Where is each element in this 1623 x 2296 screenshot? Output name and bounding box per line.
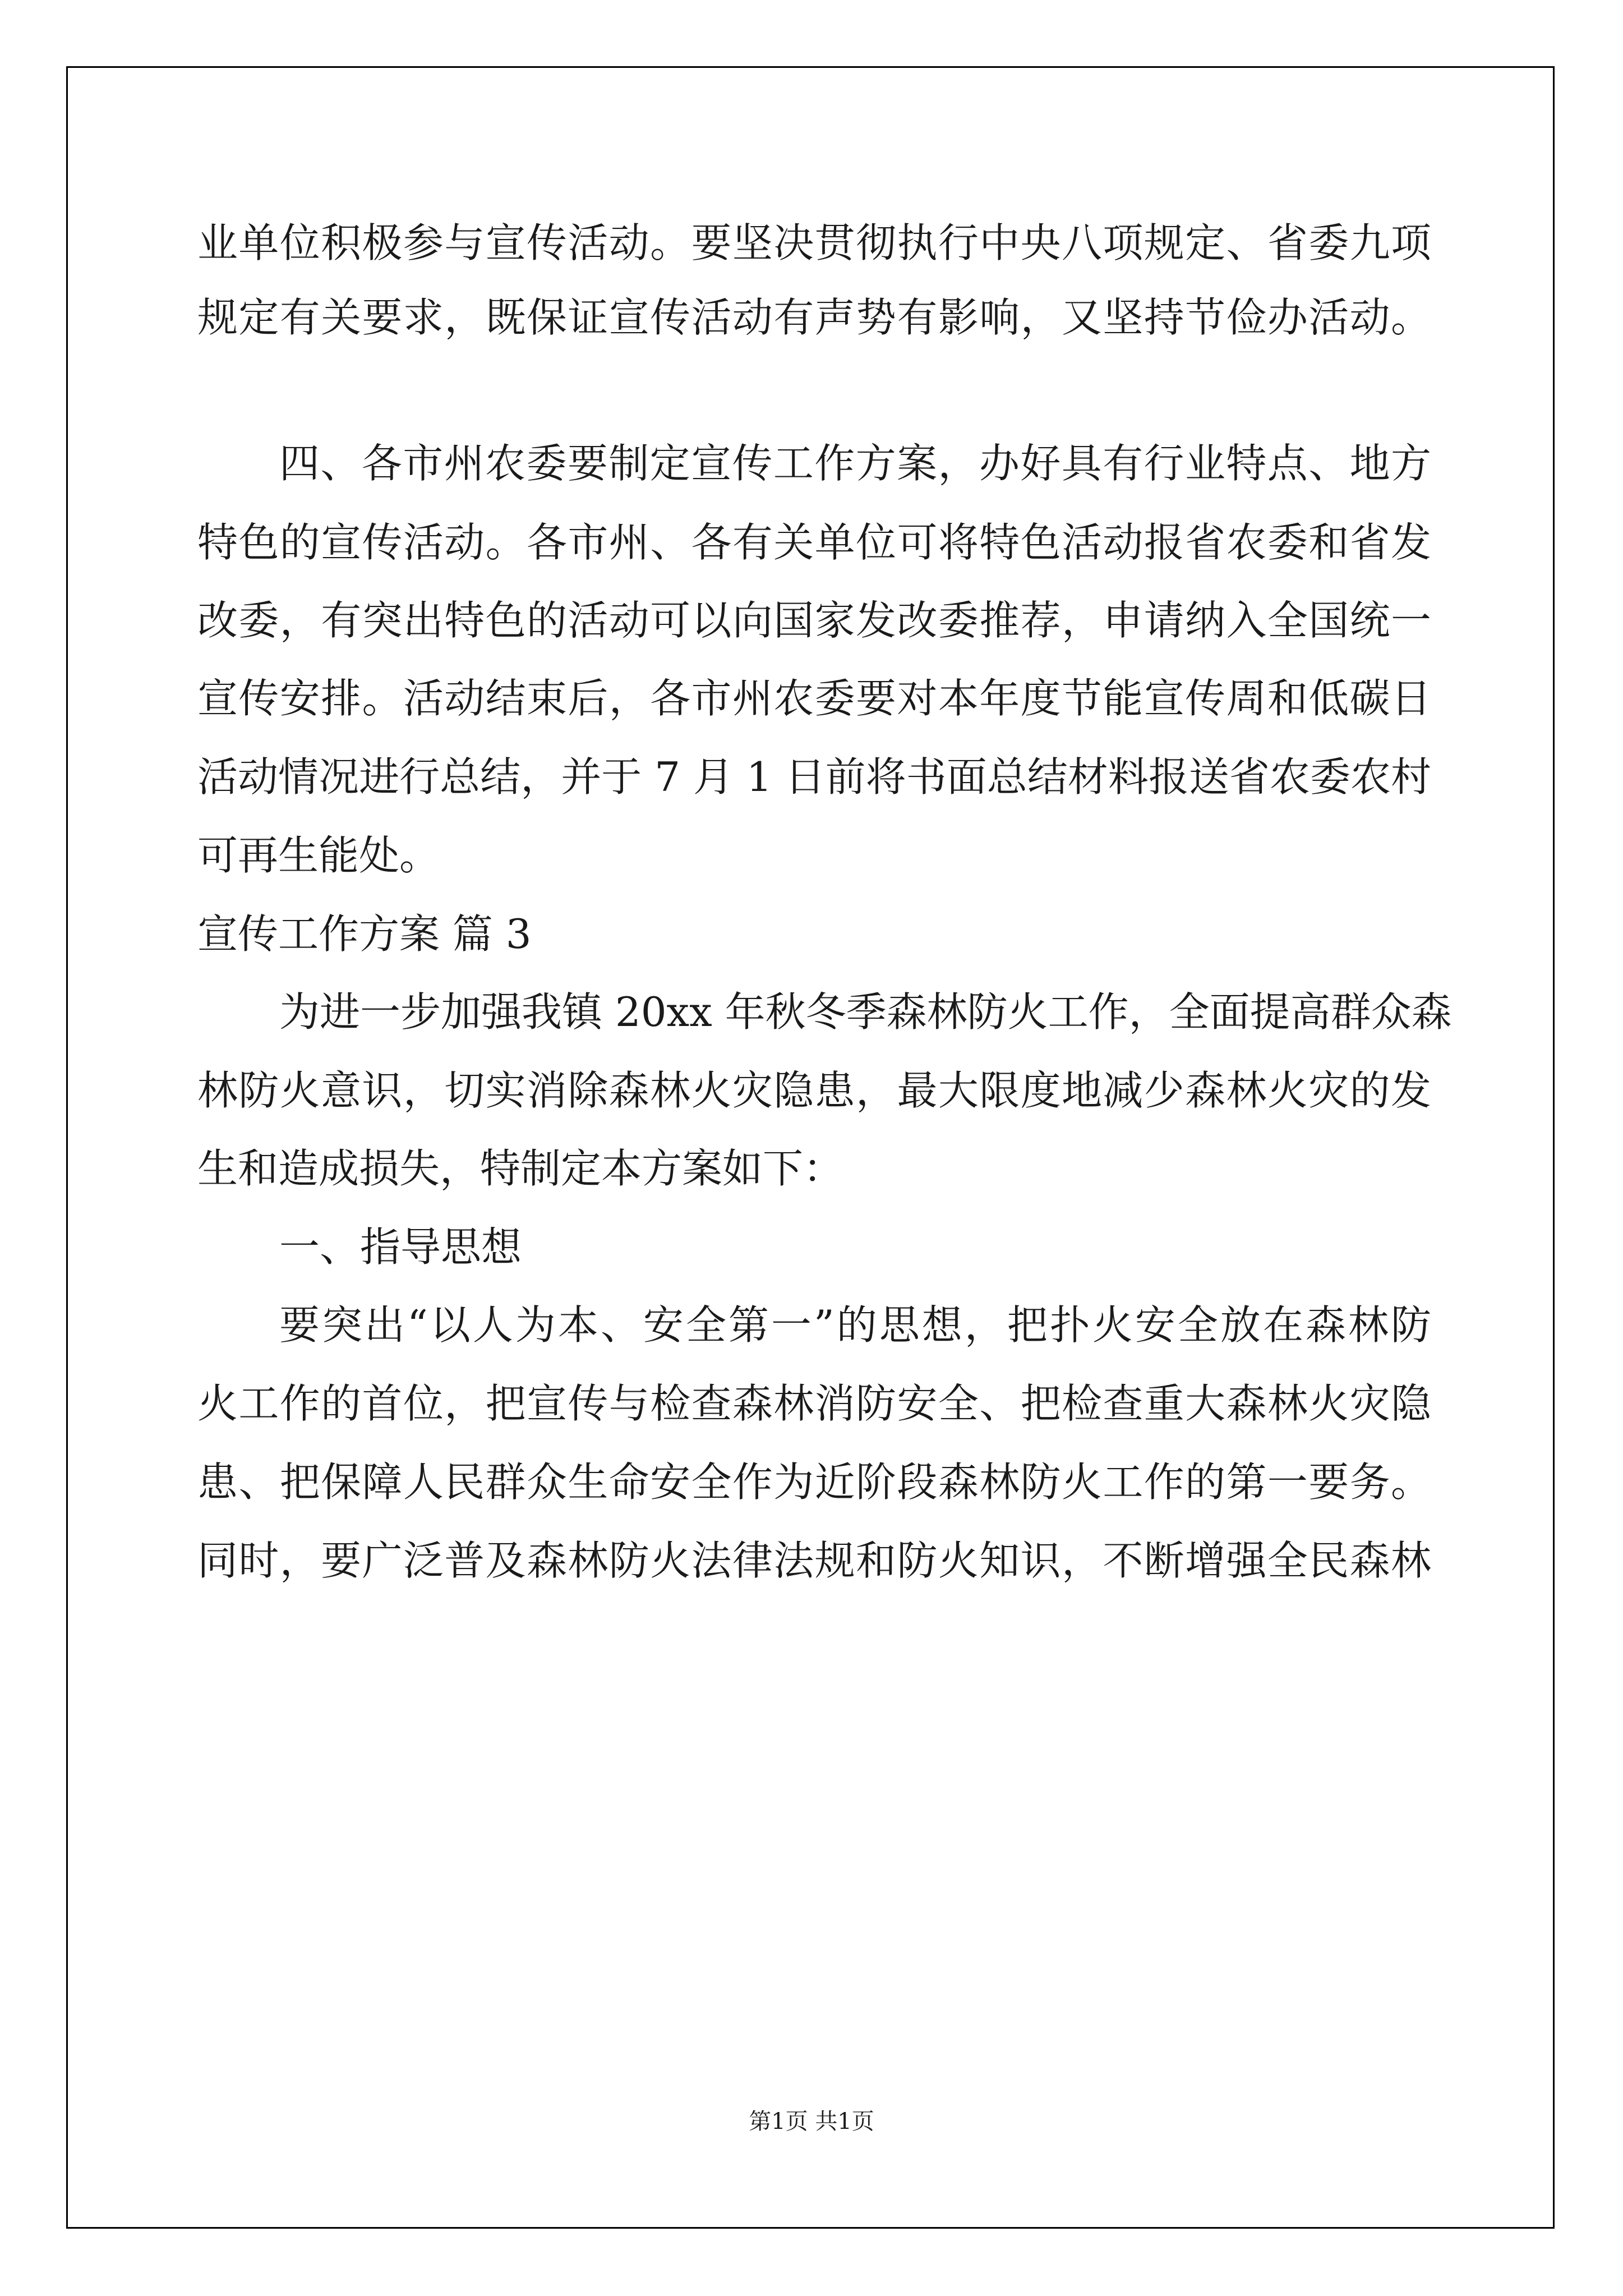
text-line: 特色的宣传活动。各市州、各有关单位可将特色活动报省农委和省发 xyxy=(197,519,1431,566)
text-line: 火工作的首位，把宣传与检查森林消防安全、把检查重大森林火灾隐 xyxy=(197,1380,1431,1427)
text-line: 规定有关要求，既保证宣传活动有声势有影响，又坚持节俭办活动。 xyxy=(197,294,1431,341)
page-footer: 第1页 共1页 xyxy=(749,2109,874,2134)
text-line: 可再生能处。 xyxy=(197,832,440,879)
text-line: 患、把保障人民群众生命安全作为近阶段森林防火工作的第一要务。 xyxy=(197,1458,1431,1506)
text-line: 宣传安排。活动结束后，各市州农委要对本年度节能宣传周和低碳日 xyxy=(197,675,1431,722)
text-line: 为进一步加强我镇 20xx 年秋冬季森林防火工作，全面提高群众森 xyxy=(279,988,1452,1036)
section-heading: 宣传工作方案 篇 3 xyxy=(197,910,532,958)
text-line: 同时，要广泛普及森林防火法律法规和防火知识，不断增强全民森林 xyxy=(197,1537,1431,1584)
text-line: 生和造成损失，特制定本方案如下： xyxy=(197,1145,844,1192)
text-line: 活动情况进行总结，并于 7 月 1 日前将书面总结材料报送省农委农村 xyxy=(197,753,1431,800)
text-line: 改委，有突出特色的活动可以向国家发改委推荐，申请纳入全国统一 xyxy=(197,597,1431,644)
text-line: 业单位积极参与宣传活动。要坚决贯彻执行中央八项规定、省委九项 xyxy=(197,219,1431,266)
subsection-heading: 一、指导思想 xyxy=(279,1223,522,1271)
text-line: 要突出“以人为本、安全第一”的思想，把扑火安全放在森林防 xyxy=(279,1301,1431,1349)
text-line: 林防火意识，切实消除森林火灾隐患，最大限度地减少森林火灾的发 xyxy=(197,1067,1431,1114)
text-line: 四、各市州农委要制定宣传工作方案，办好具有行业特点、地方 xyxy=(279,440,1431,487)
